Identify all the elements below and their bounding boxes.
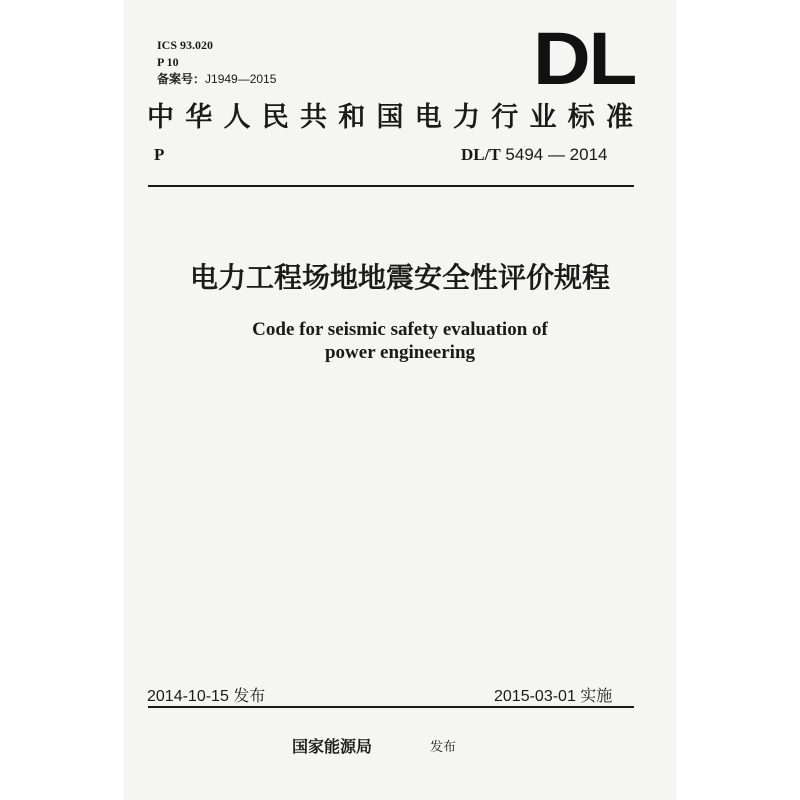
standard-title-char: 业 (529, 102, 557, 133)
standard-number-prefix: DL/T (461, 145, 501, 164)
issue-date: 2014-10-15 发布 (147, 688, 266, 705)
ccs-code-text: P 10 (157, 55, 179, 69)
standard-title-char: 电 (414, 102, 442, 133)
standard-category-title (147, 101, 633, 135)
standard-title-char: 民 (261, 102, 289, 133)
standard-number-value: 5494 — 2014 (505, 145, 608, 164)
standard-title-char: 国 (376, 102, 404, 133)
top-divider (148, 185, 634, 187)
ics-code (157, 38, 213, 53)
standard-title-char: 力 (453, 102, 480, 133)
standard-title-char: 华 (185, 102, 213, 133)
standard-title-char: 中 (147, 102, 174, 133)
title-en-line-2: power engineering (324, 342, 476, 363)
effective-date: 2015-03-01 实施 (494, 688, 613, 705)
ics-code-text: ICS 93.020 (157, 38, 214, 52)
ccs-code (157, 55, 179, 70)
standard-number (461, 145, 608, 165)
publisher-name: 国家能源局 (292, 737, 373, 756)
bottom-divider (148, 706, 634, 708)
filing-number-value: J1949—2015 (205, 72, 277, 86)
dl-logo: DL (533, 17, 636, 100)
document-title-cn: 电力工程场地地震安全性评价规程 (189, 261, 610, 294)
standard-title-char: 准 (606, 102, 633, 133)
standard-title-char: 人 (223, 102, 251, 133)
filing-number (157, 72, 276, 87)
standard-title-char: 共 (300, 102, 327, 133)
standard-title-char: 和 (338, 102, 366, 133)
filing-label: 备案号： (157, 72, 206, 86)
document-title-en (200, 318, 600, 364)
publish-label: 发布 (430, 740, 457, 755)
standard-title-char: 标 (567, 102, 595, 133)
classification-letter: P (154, 145, 165, 164)
standard-title-char: 行 (491, 102, 519, 133)
title-en-line-1: Code for seismic safety evaluation of (252, 319, 548, 340)
